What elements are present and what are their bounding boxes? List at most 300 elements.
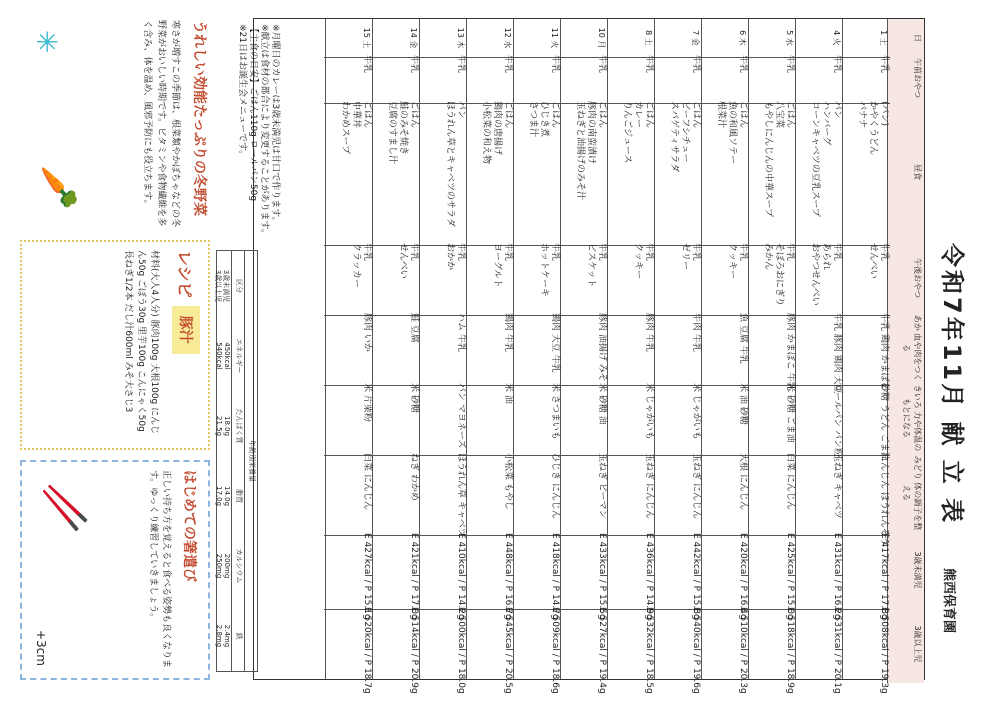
cell-pm bbox=[794, 241, 843, 316]
cell-n1 bbox=[371, 531, 420, 620]
menu-item: そぼろおにぎり bbox=[774, 243, 784, 307]
menu-item: おかか bbox=[445, 243, 455, 271]
cell-red bbox=[606, 311, 655, 386]
cell-text: E 531kcal / P 20.1g bbox=[832, 607, 842, 694]
cell-n2 bbox=[418, 605, 467, 694]
cell-text: E 520kcal / P 18.7g bbox=[362, 607, 372, 694]
cell-yellow bbox=[700, 381, 749, 456]
cell-yellow bbox=[465, 381, 514, 456]
menu-item: 八宝菜 bbox=[774, 101, 784, 129]
cell-text: 米 片栗粉 bbox=[362, 383, 372, 422]
chopsticks-title: はじめての箸遣び bbox=[181, 470, 197, 582]
menu-item: 小松菜の和え物 bbox=[481, 101, 491, 165]
menu-item: コーンキャベツの豆乳スープ bbox=[810, 101, 820, 217]
cell-red bbox=[418, 311, 467, 386]
chopsticks-panel bbox=[20, 460, 210, 680]
menu-item: バナナ bbox=[857, 101, 867, 129]
cell-n2 bbox=[512, 605, 561, 694]
menu-item: カレー bbox=[633, 101, 643, 129]
cell-lunch bbox=[559, 99, 608, 246]
cell-pm bbox=[418, 241, 467, 316]
cell-n1 bbox=[559, 531, 608, 620]
cell-text: E 433kcal / P 15.5g bbox=[597, 533, 607, 620]
cell-n2 bbox=[371, 605, 420, 694]
cell-am bbox=[794, 53, 843, 104]
nutrition-cell: 3歳以上児 bbox=[214, 269, 222, 303]
menu-item: わかめスープ bbox=[340, 101, 350, 155]
menu-item: ごはん bbox=[409, 101, 419, 129]
cell-n1 bbox=[465, 531, 514, 620]
cell-green bbox=[700, 451, 749, 536]
cell-text: 米 砂糖 油 bbox=[597, 383, 607, 425]
cell-text: 5 水 bbox=[785, 30, 794, 46]
cell-text: 牛乳 bbox=[738, 55, 748, 74]
cell-n2 bbox=[794, 605, 843, 694]
menu-item: ごはん bbox=[691, 101, 701, 129]
cell-am bbox=[700, 53, 749, 104]
menu-item: ごはん bbox=[644, 101, 654, 129]
menu-item: 牛乳 bbox=[691, 243, 701, 262]
cell-text: ロールパン パン粉 bbox=[832, 383, 842, 458]
cell-text: 米 さつまいも bbox=[550, 383, 560, 440]
menu-item: ごはん bbox=[785, 101, 795, 129]
cell-yellow bbox=[559, 381, 608, 456]
footer-line: 【主食の目安】ごはん110g ロールパン50g bbox=[248, 24, 258, 202]
nutrition-cell: 14.0g bbox=[223, 485, 231, 507]
page-header bbox=[937, 18, 972, 658]
menu-item: 豆腐のすまし汁 bbox=[387, 101, 397, 165]
menu-item: 鮭のみそ焼き bbox=[398, 101, 408, 156]
cell-text: 豚肉 油揚げ みそ bbox=[597, 313, 607, 382]
recipe-title: レシピ bbox=[175, 250, 195, 298]
cell-text: 6 木 bbox=[738, 30, 747, 46]
nutrition-title: 年齢別栄養量 bbox=[244, 251, 257, 671]
cell-text: E 418kcal / P 14.7g bbox=[550, 533, 560, 620]
cell-red bbox=[700, 311, 749, 386]
cell-lunch bbox=[841, 99, 890, 246]
cell-green bbox=[653, 451, 702, 536]
cell-text: E 500kcal / P 18.0g bbox=[456, 607, 466, 694]
cell-text: E 514kcal / P 20.9g bbox=[409, 607, 419, 694]
nursery-name: 熊西保育園 bbox=[941, 568, 956, 634]
menu-item: 鶏肉の唐揚げ bbox=[492, 101, 502, 156]
cell-n1 bbox=[418, 531, 467, 620]
cell-red bbox=[512, 311, 561, 386]
cell-yellow bbox=[747, 381, 796, 456]
cell-n1 bbox=[747, 531, 796, 620]
cell-pm bbox=[653, 241, 702, 316]
cell-text: 4 火 bbox=[832, 30, 841, 46]
cell-n2 bbox=[747, 605, 796, 694]
nutrition-cell: 2.8mg bbox=[215, 624, 223, 648]
cell-red bbox=[747, 311, 796, 391]
cell-green bbox=[606, 451, 655, 536]
menu-item: ごはん bbox=[362, 101, 372, 129]
cell-text: E 420kcal / P 16.4g bbox=[738, 533, 748, 620]
cell-red bbox=[324, 311, 373, 386]
menu-item: ごはん bbox=[597, 101, 607, 129]
nutrition-cell: 250mg bbox=[215, 553, 223, 579]
cell-green bbox=[512, 451, 561, 536]
cell-am bbox=[841, 53, 890, 104]
cell-red bbox=[794, 311, 843, 394]
menu-item: みかん bbox=[763, 243, 773, 271]
cell-green bbox=[418, 451, 467, 536]
menu-item: ひじき煮 bbox=[539, 101, 549, 138]
menu-item: あられ bbox=[821, 243, 831, 271]
nutrition-cell: 21.5g bbox=[215, 415, 223, 437]
cell-text: 豚肉 いか bbox=[362, 313, 372, 352]
menu-item: せんべい bbox=[868, 243, 878, 279]
cell-lunch bbox=[512, 99, 561, 246]
table-row bbox=[466, 19, 514, 694]
nutrition-header: 区分 bbox=[235, 279, 243, 293]
cell-yellow bbox=[794, 381, 843, 456]
menu-item: ハンバーグ bbox=[821, 101, 831, 146]
cell-text: ほうれん草 キャベツ bbox=[456, 453, 466, 537]
cell-pm bbox=[606, 241, 655, 316]
cell-pm bbox=[465, 241, 514, 316]
winter-vegetables-panel bbox=[20, 20, 210, 230]
cell-n2 bbox=[841, 605, 890, 694]
cell-text: E 425kcal / P 15.0g bbox=[785, 533, 795, 620]
cell-text: 牛乳 豚肉 鶏肉 大豆 bbox=[832, 313, 842, 394]
cell-text: 10 月 bbox=[597, 27, 606, 49]
cell-yellow bbox=[841, 381, 890, 461]
cell-am bbox=[418, 53, 467, 104]
cell-text: E 527kcal / P 19.4g bbox=[597, 607, 607, 694]
nutrition-cell: 2.4mg bbox=[223, 624, 231, 648]
menu-item: 魚の和風ソテー bbox=[727, 101, 737, 165]
cell-lunch bbox=[653, 99, 702, 246]
cell-n1 bbox=[841, 531, 890, 620]
menu-item: スパゲティサラダ bbox=[669, 101, 679, 173]
cell-text: 牛乳 bbox=[597, 55, 607, 74]
menu-item: せんべい bbox=[398, 243, 408, 279]
menu-item: (パン) bbox=[879, 101, 889, 127]
menu-item: 玉ねぎと油揚げのみそ汁 bbox=[575, 101, 585, 201]
cell-text: 大根 にんじん bbox=[738, 453, 748, 510]
cell-red bbox=[841, 311, 890, 391]
header-lunch: 昼食 bbox=[887, 99, 924, 246]
cell-n1 bbox=[700, 531, 749, 620]
nutrition-cell: 18.0g bbox=[223, 415, 231, 437]
nutrition-header: エネルギー bbox=[235, 338, 243, 374]
menu-item: 牛乳 bbox=[597, 243, 607, 262]
cell-text: 米 じゃがいも bbox=[691, 383, 701, 440]
cell-text: 鶏肉 大豆 牛乳 bbox=[550, 313, 560, 373]
cell-text: 15 土 bbox=[362, 27, 371, 49]
cell-text: E 518kcal / P 18.9g bbox=[785, 607, 795, 694]
cell-text: 14 金 bbox=[409, 27, 418, 49]
cell-text: 豚肉 かまぼこ 牛乳 bbox=[785, 313, 795, 391]
menu-item: 牛乳 bbox=[362, 243, 372, 262]
cell-am bbox=[606, 53, 655, 104]
cell-text: E 427kcal / P 15.1g bbox=[362, 533, 372, 620]
nutrition-cell: 540kcal bbox=[215, 342, 223, 370]
menu-item: クッキー bbox=[727, 243, 737, 280]
cell-text: E 508kcal / P 19.3g bbox=[879, 607, 889, 694]
nutrition-cell: 200mg bbox=[223, 553, 231, 579]
cell-red bbox=[371, 311, 420, 386]
menu-item: 牛乳 bbox=[409, 243, 419, 262]
menu-item: ビーフシチュー bbox=[680, 101, 690, 163]
header-age3: 3歳未満児 bbox=[887, 531, 924, 610]
cell-text: 豚肉 牛乳 bbox=[644, 313, 654, 352]
menu-item: りんごジュース bbox=[622, 101, 632, 164]
cell-n2 bbox=[559, 605, 608, 694]
cell-text: 牛乳 bbox=[550, 55, 560, 74]
menu-item: かやくうどん bbox=[868, 101, 878, 156]
cell-lunch bbox=[700, 99, 749, 246]
cell-text: にんじん ほうれんそう bbox=[879, 453, 889, 546]
menu-item: 根菜汁 bbox=[716, 101, 726, 129]
cell-am bbox=[747, 53, 796, 104]
cell-text: E 410kcal / P 14.2g bbox=[456, 533, 466, 620]
cell-text: 白菜 にんじん bbox=[785, 453, 795, 510]
menu-item: クラッカー bbox=[351, 243, 361, 288]
chopsticks-text: 正しい持ち方を覚えると食べる姿勢も良くなります。ゆっくり練習していきましょう。 bbox=[148, 470, 171, 669]
menu-item: 牛乳 bbox=[456, 243, 466, 262]
cell-text: E 436kcal / P 14.9g bbox=[644, 533, 654, 620]
cell-text: E 448kcal / P 16.7g bbox=[503, 533, 513, 620]
cell-text: 米 砂糖 ごま油 bbox=[785, 383, 795, 443]
cell-text: ひじき にんじん bbox=[550, 453, 560, 519]
cell-n1 bbox=[794, 531, 843, 620]
cell-yellow bbox=[418, 381, 467, 456]
cell-am bbox=[465, 53, 514, 104]
cell-lunch bbox=[324, 99, 373, 246]
table-row bbox=[654, 19, 702, 694]
snowflake-icon: ✳ bbox=[30, 30, 63, 54]
cell-text: ハム 牛乳 bbox=[456, 313, 466, 352]
cell-text: 玉ねぎ にんじん bbox=[691, 453, 701, 519]
table-row bbox=[607, 19, 655, 694]
cell-text: E 509kcal / P 18.6g bbox=[550, 607, 560, 694]
cell-text: 砂糖 うどん ごま油 bbox=[879, 383, 889, 461]
cell-lunch bbox=[794, 99, 843, 246]
menu-item: 牛乳 bbox=[879, 243, 889, 262]
cell-text: 小松菜 もやし bbox=[503, 453, 513, 510]
cell-n2 bbox=[606, 605, 655, 694]
cell-green bbox=[794, 451, 843, 536]
cell-green bbox=[747, 451, 796, 536]
cell-text: 13 木 bbox=[456, 27, 465, 49]
cell-yellow bbox=[324, 381, 373, 456]
page-title: 令和7年11月 献 立 表 bbox=[938, 243, 966, 526]
cell-text: E 545kcal / P 20.5g bbox=[503, 607, 513, 694]
menu-item: 牛乳 bbox=[503, 243, 513, 262]
cell-lunch bbox=[371, 99, 420, 246]
cell-am bbox=[371, 53, 420, 104]
menu-item: さつま汁 bbox=[528, 101, 538, 138]
table-header-row bbox=[889, 19, 924, 679]
menu-item: 中華丼 bbox=[351, 101, 361, 129]
cell-text: E 510kcal / P 20.3g bbox=[738, 607, 748, 694]
recipe-panel bbox=[20, 240, 210, 450]
cell-text: 玉ねぎ ピーマン bbox=[597, 453, 607, 519]
menu-item: ごはん bbox=[503, 101, 513, 129]
cell-lunch bbox=[747, 99, 796, 246]
cell-text: E 442kcal / P 15.8g bbox=[691, 533, 701, 620]
menu-item: ごはん bbox=[738, 101, 748, 129]
nutrition-header: カルシウム bbox=[235, 548, 243, 584]
cell-text: 牛乳 鶏肉 かまぼこ bbox=[879, 313, 889, 391]
table-row bbox=[419, 19, 467, 694]
menu-item: ヨーグルト bbox=[492, 243, 502, 288]
menu-table bbox=[253, 18, 925, 694]
header-pm: 午後おやつ bbox=[887, 241, 924, 316]
recipe-text: 材料(大人4人分) 豚肉100g 大根100g にんじん50g ごぼう30g 里芋100g こんにゃく50g 長ねぎ1/2本 だし汁600ml みそ大さじ3 bbox=[123, 250, 159, 435]
cell-text: E 532kcal / P 18.5g bbox=[644, 607, 654, 694]
cell-green bbox=[371, 451, 420, 536]
cell-text: 8 土 bbox=[644, 30, 653, 46]
cell-n1 bbox=[653, 531, 702, 620]
nutrition-cell: 17.0g bbox=[215, 485, 223, 507]
header-green: みどり 体の調子を整える bbox=[887, 451, 924, 536]
nutrition-header: 鉄 bbox=[235, 632, 243, 640]
cell-yellow bbox=[371, 381, 420, 456]
cell-text: E 417kcal / P 17.8g bbox=[879, 533, 889, 620]
chopsticks-note: +3cm bbox=[34, 630, 48, 666]
recipe-dish: 豚汁 bbox=[172, 306, 200, 354]
cell-text: 玉ねぎ にんじん bbox=[644, 453, 654, 519]
nutrition-cell: 3歳未満児 bbox=[222, 269, 230, 303]
cell-text: 11 火 bbox=[550, 27, 559, 49]
cell-text: 牛肉 牛乳 bbox=[691, 313, 701, 352]
table-row bbox=[560, 19, 608, 694]
cell-text: 牛乳 bbox=[362, 55, 372, 74]
nutrition-header: たんぱく質 bbox=[235, 408, 243, 444]
menu-item: クッキー bbox=[633, 243, 643, 280]
menu-item: ホットケーキ bbox=[539, 243, 549, 297]
cell-lunch bbox=[465, 99, 514, 246]
cell-n2 bbox=[700, 605, 749, 694]
cell-red bbox=[559, 311, 608, 386]
cell-text: 牛乳 bbox=[409, 55, 419, 74]
menu-item: ごはん bbox=[550, 101, 560, 129]
footer-line: ※献立は食材の都合により変更することがあります。 bbox=[259, 24, 269, 238]
cell-yellow bbox=[606, 381, 655, 456]
cell-green bbox=[559, 451, 608, 536]
cell-am bbox=[512, 53, 561, 104]
cell-yellow bbox=[512, 381, 561, 456]
cell-lunch bbox=[418, 99, 467, 246]
cell-pm bbox=[747, 241, 796, 316]
cell-text: 魚 豆腐 牛乳 bbox=[738, 313, 748, 364]
cell-pm bbox=[700, 241, 749, 316]
cell-green bbox=[465, 451, 514, 536]
cell-n1 bbox=[606, 531, 655, 620]
nutrition-cell: 450kcal bbox=[223, 342, 231, 370]
cell-text: 12 水 bbox=[503, 27, 512, 49]
cell-text: 牛乳 bbox=[832, 55, 842, 74]
cell-text: 鮭 豆腐 bbox=[409, 313, 419, 343]
header-date: 日 bbox=[887, 19, 924, 58]
cell-n2 bbox=[324, 605, 373, 694]
menu-item: 牛乳 bbox=[550, 243, 560, 262]
header-over3: 3歳以上児 bbox=[887, 605, 924, 683]
nutrition-header: 脂質 bbox=[235, 489, 243, 503]
menu-item: パン bbox=[456, 101, 466, 120]
cell-text: 7 金 bbox=[691, 30, 700, 46]
cell-text: 牛乳 bbox=[456, 55, 466, 74]
cell-pm bbox=[841, 241, 890, 316]
cell-green bbox=[841, 451, 890, 546]
cell-red bbox=[465, 311, 514, 386]
winter-vegetables-text: 寒さが増すこの季節は、根菜類やかぼちゃなどの冬野菜がおいしい時期です。ビタミンや食物繊維を多く含み、体を温め、風邪予防にも役立ちます。 bbox=[142, 20, 180, 228]
cell-n1 bbox=[324, 531, 373, 620]
header-am: 午前おやつ bbox=[887, 53, 924, 104]
table-row bbox=[842, 19, 890, 694]
cell-pm bbox=[559, 241, 608, 316]
cell-text: E 421kcal / P 17.0g bbox=[409, 533, 419, 620]
cell-red bbox=[653, 311, 702, 386]
cell-text: 米 油 砂糖 bbox=[738, 383, 748, 425]
cell-yellow bbox=[653, 381, 702, 456]
cell-text: 米 油 bbox=[503, 383, 513, 404]
table-row bbox=[372, 19, 420, 694]
table-row bbox=[748, 19, 796, 694]
cell-text: 白菜 にんじん bbox=[362, 453, 372, 510]
menu-item: もやしにんじんの中華スープ bbox=[763, 101, 773, 218]
cell-n1 bbox=[512, 531, 561, 620]
cell-pm bbox=[324, 241, 373, 316]
recipe-header bbox=[172, 250, 200, 440]
footer-line: ※21日はお誕生会メニューです。 bbox=[237, 24, 247, 160]
cell-text: 牛乳 bbox=[691, 55, 701, 74]
cell-text: ねぎ わかめ bbox=[409, 453, 419, 501]
cell-text: 牛乳 bbox=[644, 55, 654, 74]
cell-text: 牛乳 bbox=[879, 55, 889, 74]
footer-notes bbox=[218, 24, 280, 674]
menu-item: おやつせんべい bbox=[810, 243, 820, 306]
menu-item: ゼリー bbox=[680, 243, 690, 271]
cell-pm bbox=[512, 241, 561, 316]
menu-item: 牛乳 bbox=[785, 243, 795, 262]
cell-am bbox=[559, 53, 608, 104]
cell-text: E 431kcal / P 16.2g bbox=[832, 533, 842, 620]
cell-am bbox=[324, 53, 373, 104]
cell-green bbox=[324, 451, 373, 536]
child-icon: 🥢 bbox=[41, 482, 90, 535]
footer-line: ※月曜日のカレーは3歳未満児は甘口で作ります。 bbox=[270, 24, 280, 226]
menu-item: 牛乳 bbox=[738, 243, 748, 262]
menu-item: 豚肉の南蛮漬け bbox=[586, 101, 596, 165]
table-row bbox=[325, 19, 373, 694]
menu-item: 牛乳 bbox=[644, 243, 654, 262]
cell-text: 米 砂糖 bbox=[409, 383, 419, 413]
table-row bbox=[701, 19, 749, 694]
cell-n2 bbox=[653, 605, 702, 694]
winter-vegetables-title: うれしい効能たっぷりの冬野菜 bbox=[191, 20, 207, 216]
cell-n2 bbox=[465, 605, 514, 694]
cell-text: 1 土 bbox=[879, 30, 888, 46]
cell-am bbox=[653, 53, 702, 104]
carrot-icon: 🥕 bbox=[38, 165, 79, 210]
menu-item: ビスケット bbox=[586, 243, 596, 288]
menu-item: 牛乳 bbox=[832, 243, 842, 262]
cell-text: 牛乳 bbox=[785, 55, 795, 74]
cell-lunch bbox=[606, 99, 655, 246]
cell-text: 牛乳 bbox=[503, 55, 513, 74]
menu-item: ほうれん草とキャベツのサラダ bbox=[445, 101, 455, 227]
cell-pm bbox=[371, 241, 420, 316]
table-row bbox=[513, 19, 561, 694]
cell-text: 米 じゃがいも bbox=[644, 383, 654, 440]
cell-text: パン マヨネーズ bbox=[456, 383, 466, 449]
header-yellow: きいろ 力や体温のもとになる bbox=[887, 381, 924, 456]
